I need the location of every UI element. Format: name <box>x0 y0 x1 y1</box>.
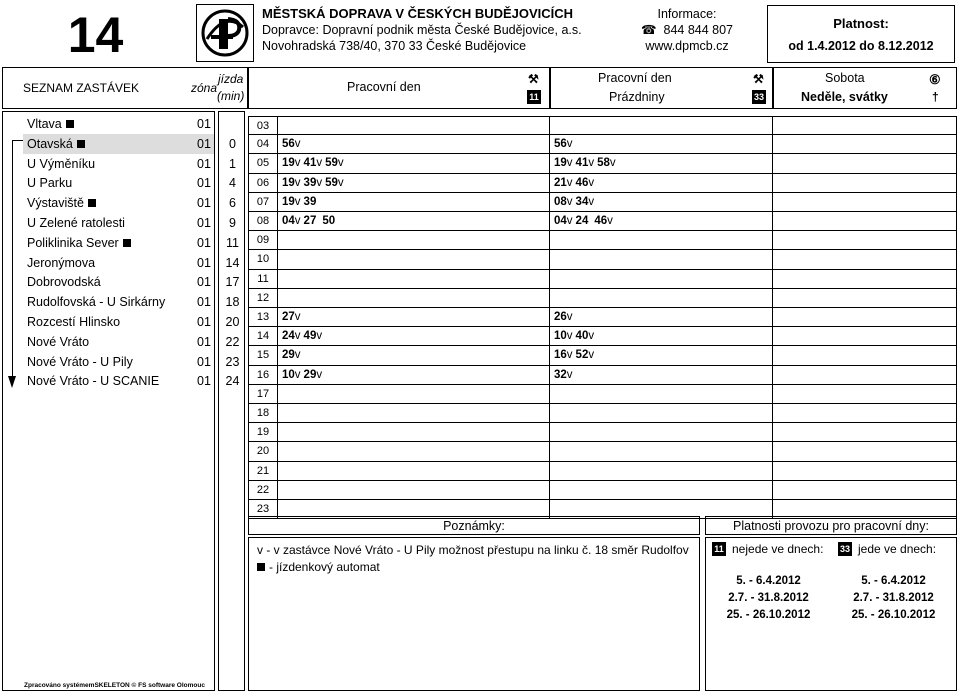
timetable-row <box>248 231 957 250</box>
departures-cell <box>773 116 957 135</box>
departure-note: v <box>316 157 323 170</box>
operator-info <box>262 6 612 54</box>
departure-minute: 21 <box>554 176 567 189</box>
hour-cell: 16 <box>248 366 278 385</box>
stop-zone: 01 <box>197 295 211 310</box>
stop-ride-minutes: 0 <box>229 136 236 151</box>
stop-zone: 01 <box>197 117 211 131</box>
departures-cell <box>278 154 550 173</box>
timetable-row <box>248 385 957 404</box>
hour-cell: 15 <box>248 346 278 365</box>
ride-minutes-column <box>218 111 245 691</box>
departure-note: v <box>566 368 573 381</box>
ops-col-not-running <box>712 542 837 556</box>
departure-minute: 58 <box>597 157 610 170</box>
departure-minute: 56 <box>554 138 567 151</box>
departures-cell <box>773 366 957 385</box>
hour-cell: 07 <box>248 193 278 212</box>
badge-33: 33 <box>839 544 850 554</box>
departure-note: v <box>294 138 301 151</box>
stop-name: Výstaviště <box>27 196 96 210</box>
departure-note: v <box>316 330 323 343</box>
operator-title: MĚSTSKÁ DOPRAVA V ČESKÝCH BUDĚJOVICÍCH <box>262 6 574 21</box>
timetable-row <box>248 270 957 289</box>
stop-ride-minutes: 20 <box>225 315 240 329</box>
departures-cell <box>550 442 773 461</box>
stop-name: U Parku <box>27 176 73 191</box>
departures-cell <box>773 289 957 308</box>
validity-value: od 1.4.2012 do 8.12.2012 <box>788 38 934 53</box>
zone-label: zóna <box>191 81 218 95</box>
stop-ride-minutes: 11 <box>226 235 239 250</box>
phone-icon: ☎ <box>640 23 657 37</box>
stop-zone: 01 <box>197 374 211 389</box>
stop-ride-minutes: 22 <box>225 334 240 349</box>
departures-cell <box>278 423 550 442</box>
hour-cell: 23 <box>248 500 278 519</box>
stop-row <box>3 312 214 332</box>
departures-cell <box>550 212 773 231</box>
ride-minutes-label <box>217 71 244 105</box>
not-running-label: nejede ve dnech: <box>732 542 824 556</box>
validity-label: Platnost: <box>833 15 889 31</box>
departures-cell <box>550 193 773 212</box>
departure-minute: 04 <box>554 215 567 228</box>
hour-cell: 09 <box>248 231 278 250</box>
departures-cell <box>773 193 957 212</box>
departure-minute: 39 <box>303 195 317 208</box>
cross-icon: † <box>932 90 939 104</box>
departure-minute: 40 <box>575 330 589 343</box>
info-label: Informace: <box>657 7 717 21</box>
stop-zone: 01 <box>197 136 211 151</box>
departure-note: v <box>566 157 573 170</box>
stop-row <box>3 332 214 352</box>
stop-row <box>3 371 214 391</box>
departures-cell <box>278 327 550 346</box>
stop-name: Rudolfovská - U Sirkárny <box>27 295 166 310</box>
departures-cell <box>278 442 550 461</box>
departure-minute: 41 <box>575 157 589 170</box>
stop-row <box>3 114 214 134</box>
departure-minute: 46 <box>575 176 589 189</box>
stop-zone: 01 <box>197 354 211 369</box>
departures-cell <box>550 423 773 442</box>
departure-note: v <box>607 215 613 228</box>
departure-note: v <box>294 215 301 228</box>
departure-minute: 19 <box>282 157 295 170</box>
badge-11: 11 <box>527 90 541 104</box>
departures-cell <box>550 366 773 385</box>
operator-line-2: Novohradská 738/40, 370 33 České Budějovice <box>262 39 527 53</box>
hour-cell: 17 <box>248 385 278 404</box>
stop-row <box>3 213 214 233</box>
stop-name: Jeronýmova <box>27 255 96 270</box>
saturday-icon: ⑥ <box>929 72 941 87</box>
departure-note: v <box>337 157 344 170</box>
departure-minute: 27 <box>303 215 317 228</box>
stop-name: Nové Vráto - U Pily <box>27 354 133 369</box>
departure-note: v <box>294 195 301 208</box>
stop-zone: 01 <box>197 156 211 171</box>
departure-minute: 19 <box>282 176 295 189</box>
stop-name: Rozcestí Hlinsko <box>27 315 121 329</box>
note-ticket-machine <box>257 559 691 576</box>
departure-minute: 50 <box>322 215 336 228</box>
departure-minute: 24 <box>282 330 295 343</box>
stop-ride-minutes: 17 <box>225 275 240 290</box>
stop-zone: 01 <box>197 255 211 270</box>
departures-cell <box>550 116 773 135</box>
web-link[interactable]: www.dpmcb.cz <box>645 39 729 53</box>
stop-name: U Zelené ratolesti <box>27 216 125 230</box>
departure-note: v <box>588 330 595 343</box>
stop-row <box>3 292 214 312</box>
departures-cell <box>278 404 550 423</box>
timetable-row <box>248 462 957 481</box>
departures-cell <box>278 231 550 250</box>
departures-cell <box>773 423 957 442</box>
departure-note: v <box>588 349 595 362</box>
departure-note: v <box>566 215 573 228</box>
timetable-row <box>248 212 957 231</box>
hour-cell: 21 <box>248 462 278 481</box>
validity-box <box>767 5 955 63</box>
departure-note: v <box>588 195 595 208</box>
departures-cell <box>773 404 957 423</box>
departure-minute: 04 <box>282 215 295 228</box>
phone-number: 844 844 807 <box>663 23 734 37</box>
ticket-machine-icon <box>123 239 131 247</box>
timetable-row <box>248 308 957 327</box>
departures-cell <box>773 346 957 365</box>
departures-cell <box>550 270 773 289</box>
departure-minute: 41 <box>303 157 317 170</box>
timetable-row <box>248 174 957 193</box>
departures-cell <box>278 481 550 500</box>
timetable-row <box>248 193 957 212</box>
departures-cell <box>773 250 957 269</box>
hour-cell: 13 <box>248 308 278 327</box>
stop-row <box>3 173 214 193</box>
notes-body <box>248 537 700 691</box>
departures-cell <box>278 116 550 135</box>
departure-minute: 56 <box>282 138 295 151</box>
hammer-icon: ⚒ <box>753 72 764 86</box>
running-dates <box>831 573 956 624</box>
note-transfer: v - v zastávce Nové Vráto - U Pily možnost přestupu na linku č. 18 směr Rudolfov <box>257 543 689 557</box>
departures-cell <box>278 212 550 231</box>
ticket-machine-icon <box>66 120 74 128</box>
stop-ride-minutes: 18 <box>225 295 240 310</box>
timetable-row <box>248 250 957 269</box>
departures-cell <box>278 250 550 269</box>
departure-minute: 59 <box>325 176 338 189</box>
contact-info <box>612 6 762 54</box>
departure-note: v <box>566 176 573 189</box>
running-label: jede ve dnech: <box>858 542 937 556</box>
timetable-row <box>248 404 957 423</box>
departures-cell <box>550 404 773 423</box>
stop-ride-minutes: 24 <box>225 374 240 389</box>
badge-11: 11 <box>712 542 726 556</box>
hour-cell: 12 <box>248 289 278 308</box>
departures-cell <box>773 174 957 193</box>
hour-cell: 20 <box>248 442 278 461</box>
departure-minute: 52 <box>575 349 589 362</box>
departure-note: v <box>337 176 344 189</box>
holiday-title-1: Pracovní den <box>598 71 672 85</box>
dpmcb-logo <box>196 4 254 62</box>
phone-row <box>612 22 762 38</box>
departures-cell <box>278 270 550 289</box>
stop-name: Otavská <box>27 137 85 151</box>
departures-cell <box>550 462 773 481</box>
stop-zone: 01 <box>197 275 211 290</box>
stop-row <box>3 352 214 372</box>
operation-validity-title: Platnosti provozu pro pracovní dny: <box>705 516 957 535</box>
logo-graphic <box>197 5 253 61</box>
ride-label-1: jízda <box>217 72 244 86</box>
stop-ride-minutes: 14 <box>225 255 240 270</box>
departure-minute: 34 <box>575 195 589 208</box>
departures-cell <box>278 346 550 365</box>
departures-cell <box>278 135 550 154</box>
ticket-machine-icon <box>88 199 96 207</box>
departure-note: v <box>609 157 616 170</box>
departure-minute: 19 <box>282 195 295 208</box>
timetable-row <box>248 289 957 308</box>
departures-cell <box>278 308 550 327</box>
departure-minute: 32 <box>554 368 567 381</box>
departure-note: v <box>316 176 323 189</box>
hour-cell: 05 <box>248 154 278 173</box>
departures-cell <box>773 270 957 289</box>
stop-ride-minutes: 9 <box>229 216 236 230</box>
departure-minute: 29 <box>282 349 295 362</box>
date-range: 5. - 6.4.2012 <box>861 575 926 587</box>
line-number: 14 <box>67 6 124 63</box>
timetable-row <box>248 346 957 365</box>
departures-cell <box>773 308 957 327</box>
timetable-row <box>248 442 957 461</box>
stop-zone: 01 <box>197 315 211 329</box>
hour-cell: 19 <box>248 423 278 442</box>
departure-note: v <box>294 157 301 170</box>
stop-name: Nové Vráto <box>27 334 90 349</box>
departure-minute: 46 <box>594 215 608 228</box>
departures-cell <box>278 385 550 404</box>
stop-row <box>3 233 214 253</box>
stop-ride-minutes: 6 <box>229 196 236 211</box>
departure-note: v <box>566 138 573 151</box>
departures-cell <box>278 289 550 308</box>
stop-ride-minutes: 1 <box>229 156 236 171</box>
credit-text: Zpracováno systémemSKELETON © FS software Olomouc <box>24 682 205 689</box>
holiday-title-2: Prázdniny <box>609 90 665 104</box>
ride-label-2: (min) <box>217 89 245 103</box>
date-range: 25. - 26.10.2012 <box>726 609 811 621</box>
departures-cell <box>773 442 957 461</box>
stop-row <box>3 154 214 174</box>
date-range: 2.7. - 31.8.2012 <box>853 592 934 604</box>
departure-minute: 10 <box>554 330 567 343</box>
stop-zone: 01 <box>197 216 211 230</box>
departure-minute: 27 <box>282 311 295 324</box>
departures-cell <box>773 212 957 231</box>
stop-row <box>3 253 214 273</box>
hour-cell: 04 <box>248 135 278 154</box>
timetable-row <box>248 366 957 385</box>
departures-cell <box>550 327 773 346</box>
hour-cell: 10 <box>248 250 278 269</box>
departure-note: v <box>294 330 301 343</box>
not-running-dates <box>706 573 831 624</box>
stop-name: U Výměníku <box>27 156 96 171</box>
date-range: 2.7. - 31.8.2012 <box>728 592 809 604</box>
weekend-title-2: Neděle, svátky <box>801 90 888 104</box>
hammer-icon: ⚒ <box>528 72 539 86</box>
hour-cell: 18 <box>248 404 278 423</box>
departures-cell <box>773 462 957 481</box>
departures-cell <box>773 135 957 154</box>
date-range: 5. - 6.4.2012 <box>736 575 801 587</box>
hour-cell: 11 <box>248 270 278 289</box>
hour-cell: 08 <box>248 212 278 231</box>
departure-note: v <box>294 368 301 381</box>
departure-note: v <box>588 157 595 170</box>
column-header-holidays <box>550 67 773 109</box>
stop-zone: 01 <box>197 334 211 349</box>
ticket-machine-icon <box>77 140 85 148</box>
departure-minute: 59 <box>325 157 338 170</box>
departures-cell <box>550 231 773 250</box>
hour-cell: 06 <box>248 174 278 193</box>
column-header-weekend <box>773 67 957 109</box>
departure-note: v <box>294 349 301 362</box>
timetable-row <box>248 481 957 500</box>
departure-note: v <box>566 311 573 324</box>
departure-note: v <box>566 330 573 343</box>
departure-minute: 10 <box>282 368 295 381</box>
stop-name: Vltava <box>27 117 74 131</box>
departure-note: v <box>588 176 595 189</box>
stop-zone: 01 <box>197 176 211 191</box>
timetable-row <box>248 116 957 135</box>
departure-note: v <box>566 195 573 208</box>
departures-cell <box>773 154 957 173</box>
departures-cell <box>550 385 773 404</box>
timetable-row <box>248 135 957 154</box>
departures-cell <box>550 289 773 308</box>
departures-cell <box>550 481 773 500</box>
departures-cell <box>550 174 773 193</box>
departures-cell <box>278 193 550 212</box>
timetable-row <box>248 327 957 346</box>
departure-note: v <box>566 349 573 362</box>
departures-cell <box>278 174 550 193</box>
departures-cell <box>550 154 773 173</box>
hour-cell: 14 <box>248 327 278 346</box>
stop-name: Poliklinika Sever <box>27 236 131 250</box>
column-header-workday <box>248 67 550 109</box>
departure-minute: 16 <box>554 349 567 362</box>
departures-cell <box>278 462 550 481</box>
departures-cell <box>773 385 957 404</box>
departures-cell <box>278 366 550 385</box>
departures-cell <box>550 250 773 269</box>
stop-zone: 01 <box>197 235 211 250</box>
stop-row <box>3 272 214 292</box>
departures-cell <box>550 135 773 154</box>
departures-cell <box>773 327 957 346</box>
departure-minute: 26 <box>554 311 567 324</box>
stops-header <box>2 67 248 109</box>
stops-list-label: SEZNAM ZASTÁVEK <box>23 81 140 95</box>
departures-cell <box>773 231 957 250</box>
timetable-row <box>248 154 957 173</box>
departures-cell <box>773 481 957 500</box>
operator-line-1: Dopravce: Dopravní podnik města České Budějovice, a.s. <box>262 23 582 37</box>
operation-validity-body <box>705 537 957 691</box>
departure-minute: 24 <box>575 215 589 228</box>
note-ticket-machine-text: - jízdenkový automat <box>269 560 380 574</box>
badge-33: 33 <box>753 92 764 102</box>
stop-ride-minutes: 23 <box>225 354 240 369</box>
weekend-title-1: Sobota <box>825 71 865 85</box>
hour-cell: 22 <box>248 481 278 500</box>
timetable-row <box>248 423 957 442</box>
stop-zone: 01 <box>197 196 211 211</box>
departures-cell <box>550 308 773 327</box>
departure-note: v <box>294 311 301 324</box>
stop-row <box>23 134 214 154</box>
departures-cell <box>550 346 773 365</box>
ticket-machine-icon <box>257 563 265 571</box>
direction-line-top <box>12 140 23 141</box>
workday-title: Pracovní den <box>347 80 421 94</box>
stop-ride-minutes: 4 <box>229 176 236 191</box>
departure-minute: 49 <box>303 330 317 343</box>
departure-minute: 39 <box>303 176 317 189</box>
departure-note: v <box>316 368 323 381</box>
departure-minute: 29 <box>303 368 317 381</box>
departure-note: v <box>294 176 301 189</box>
stops-list <box>2 111 215 691</box>
stop-name: Nové Vráto - U SCANIE <box>27 374 160 389</box>
departure-minute: 19 <box>554 157 567 170</box>
departure-minute: 08 <box>554 195 567 208</box>
date-range: 25. - 26.10.2012 <box>851 609 936 621</box>
hour-cell: 03 <box>248 116 278 135</box>
ops-col-running <box>838 542 960 556</box>
stop-name: Dobrovodská <box>27 275 101 290</box>
notes-title: Poznámky: <box>248 516 700 535</box>
stop-row <box>3 193 214 213</box>
